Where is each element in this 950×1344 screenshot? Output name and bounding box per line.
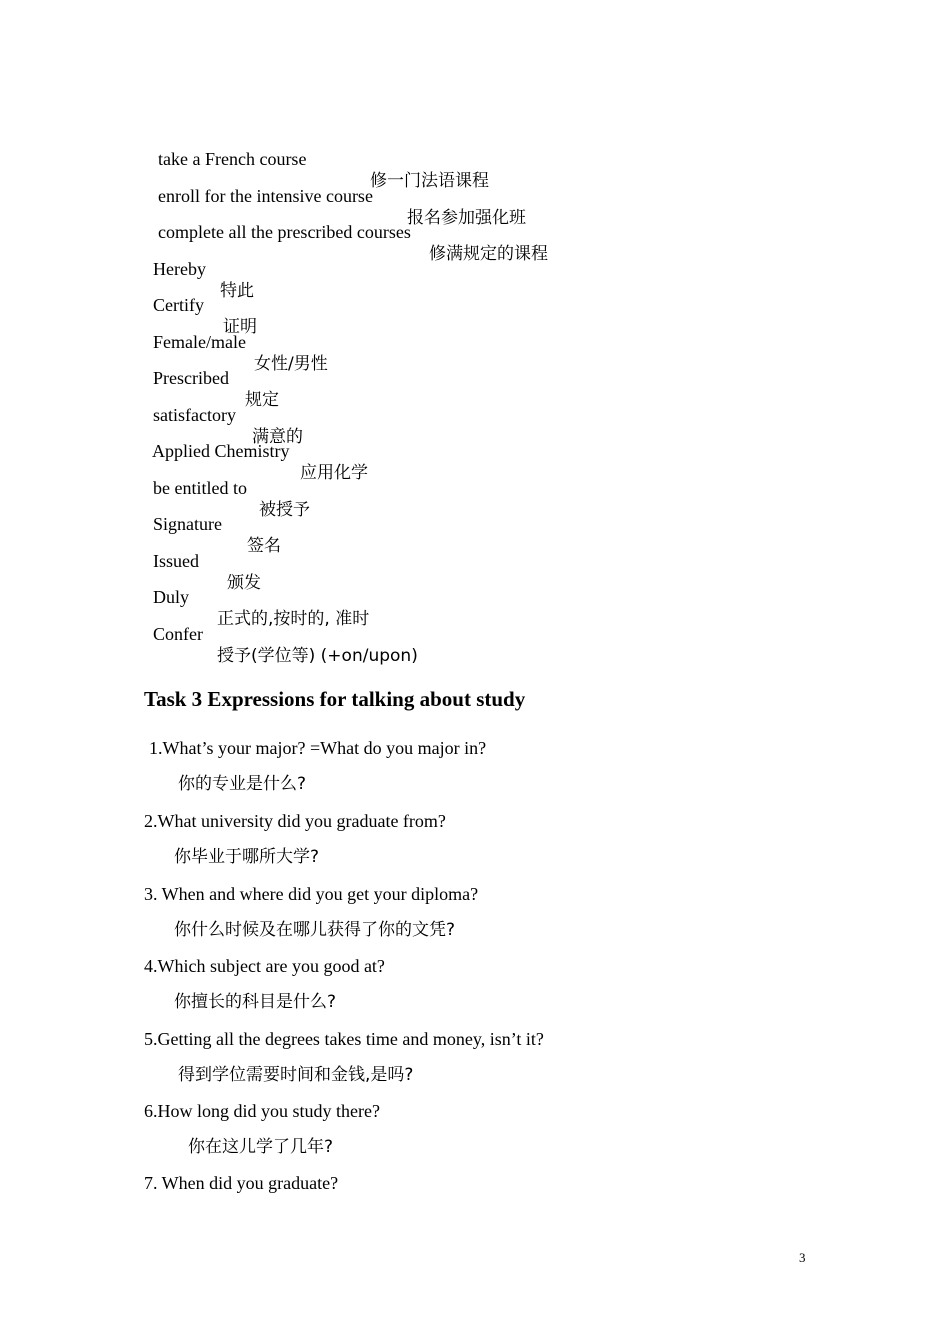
question-translation: 你毕业于哪所大学? bbox=[174, 847, 320, 867]
vocab-en: satisfactory bbox=[153, 405, 236, 425]
vocab-en: Hereby bbox=[153, 259, 206, 279]
question-translation: 你擅长的科目是什么? bbox=[174, 992, 337, 1012]
vocab-cn: 满意的 bbox=[252, 427, 303, 447]
vocab-cn: 签名 bbox=[247, 536, 281, 556]
question-translation: 你在这儿学了几年? bbox=[188, 1137, 334, 1157]
question-text: 1.What’s your major? =What do you major in? bbox=[149, 738, 487, 758]
vocab-cn: 应用化学 bbox=[300, 463, 368, 483]
vocab-cn: 授予(学位等) (+on/upon) bbox=[217, 646, 418, 666]
vocab-en: Female/male bbox=[153, 332, 246, 352]
question-text: 3. When and where did you get your diploma? bbox=[144, 884, 479, 904]
vocab-en: Prescribed bbox=[153, 368, 229, 388]
question-text: 2.What university did you graduate from? bbox=[144, 811, 446, 831]
vocab-cn: 修满规定的课程 bbox=[429, 244, 548, 264]
question-text: 4.Which subject are you good at? bbox=[144, 956, 385, 976]
vocab-cn: 修一门法语课程 bbox=[370, 171, 489, 191]
vocab-cn: 证明 bbox=[223, 317, 257, 337]
question-text: 6.How long did you study there? bbox=[144, 1101, 380, 1121]
vocab-en: Duly bbox=[153, 587, 189, 607]
vocab-en: enroll for the intensive course bbox=[158, 186, 373, 206]
vocab-en: Confer bbox=[153, 624, 203, 644]
vocab-cn: 规定 bbox=[245, 390, 279, 410]
vocab-en: Issued bbox=[153, 551, 199, 571]
vocab-cn: 颁发 bbox=[227, 573, 261, 593]
question-text: 5.Getting all the degrees takes time and money, isn’t it? bbox=[144, 1029, 544, 1049]
page-number: 3 bbox=[799, 1250, 806, 1265]
question-translation: 得到学位需要时间和金钱,是吗? bbox=[178, 1065, 414, 1085]
vocab-cn: 正式的,按时的, 准时 bbox=[217, 609, 370, 629]
vocab-en: Certify bbox=[153, 295, 204, 315]
vocab-en: Applied Chemistry bbox=[152, 441, 290, 461]
vocab-cn: 女性/男性 bbox=[254, 354, 328, 374]
vocab-cn: 特此 bbox=[220, 281, 254, 301]
section-heading: Task 3 Expressions for talking about study bbox=[144, 687, 526, 711]
question-translation: 你什么时候及在哪儿获得了你的文凭? bbox=[174, 920, 456, 940]
vocab-cn: 报名参加强化班 bbox=[407, 208, 526, 228]
vocab-en: complete all the prescribed courses bbox=[158, 222, 411, 242]
vocab-en: Signature bbox=[153, 514, 222, 534]
question-text: 7. When did you graduate? bbox=[144, 1173, 339, 1193]
vocab-en: take a French course bbox=[158, 149, 307, 169]
vocab-en: be entitled to bbox=[153, 478, 247, 498]
vocab-cn: 被授予 bbox=[259, 500, 310, 520]
question-translation: 你的专业是什么? bbox=[178, 774, 307, 794]
